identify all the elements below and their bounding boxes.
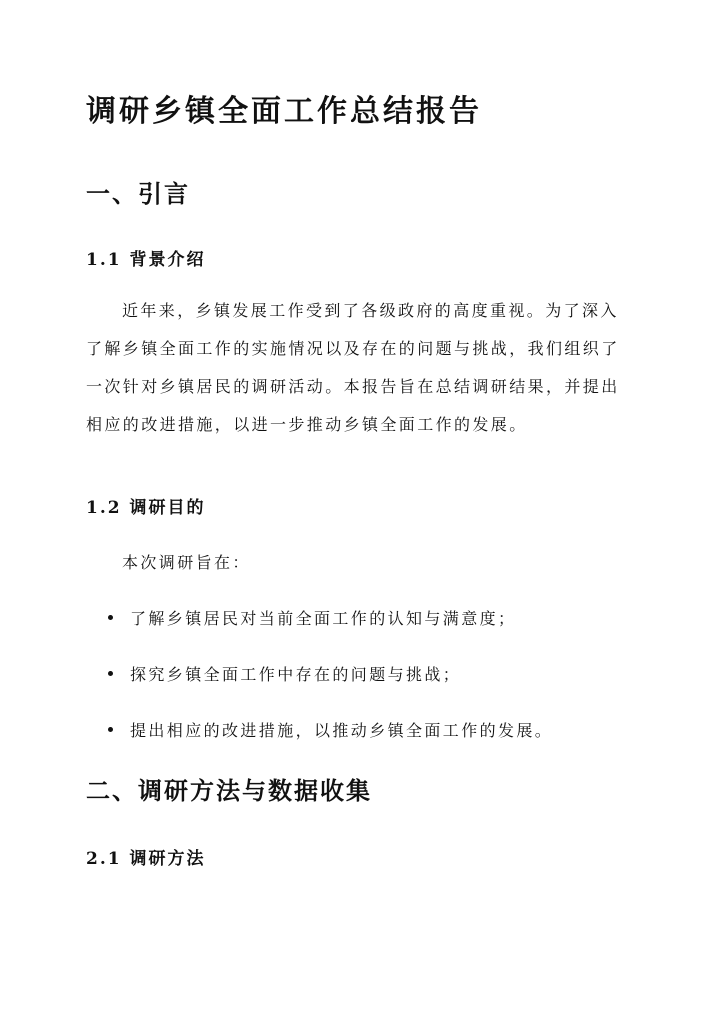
section-heading-methods: 二、调研方法与数据收集 xyxy=(86,776,372,805)
list-item xyxy=(108,718,553,744)
background-paragraph: 近年来，乡镇发展工作受到了各级政府的高度重视。为了深入了解乡镇全面工作的实施情况以及存在的问题与挑战，我们组织了一次针对乡镇居民的调研活动。本报告旨在总结调研结果，并提出相应的改进措施，以进一步推动乡镇全面工作的发展。 xyxy=(86,301,620,434)
bullet-dot-icon xyxy=(108,727,113,732)
bullet-dot-icon xyxy=(108,615,113,620)
bullet-text: 探究乡镇全面工作中存在的问题与挑战； xyxy=(130,665,462,684)
purpose-bullet-list xyxy=(108,606,553,774)
list-item xyxy=(108,606,553,632)
subsection-heading-purpose: 1.2 调研目的 xyxy=(86,498,206,518)
list-item xyxy=(108,662,553,688)
bullet-dot-icon xyxy=(108,671,113,676)
purpose-intro-text: 本次调研旨在： xyxy=(122,553,251,572)
document-title: 调研乡镇全面工作总结报告 xyxy=(86,94,482,129)
subsection-heading-method: 2.1 调研方法 xyxy=(86,849,206,869)
section-heading-introduction: 一、引言 xyxy=(86,179,190,208)
subsection-heading-background: 1.1 背景介绍 xyxy=(86,250,206,270)
bullet-text: 提出相应的改进措施，以推动乡镇全面工作的发展。 xyxy=(130,721,554,740)
bullet-text: 了解乡镇居民对当前全面工作的认知与满意度； xyxy=(130,609,517,628)
